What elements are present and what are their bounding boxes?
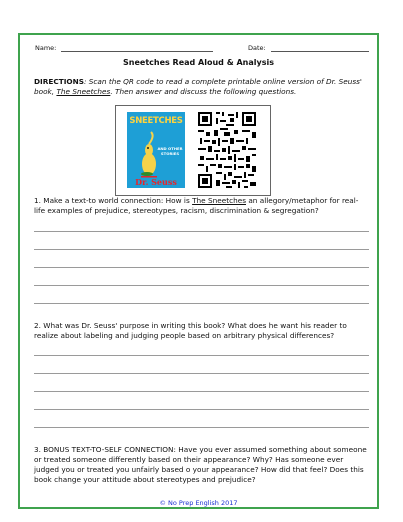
cover-author: Dr. Seuss	[135, 177, 177, 187]
book-cover-image	[127, 112, 185, 188]
directions-outro: . Then answer and discuss the following questions.	[110, 87, 297, 96]
directions-label: DIRECTIONS	[34, 77, 84, 86]
answer-line[interactable]	[34, 391, 369, 392]
question-2: 2. What was Dr. Seuss' purpose in writing this book? What does he want his reader to realize about labeling and judging people based on arbitrary physical differences?	[34, 321, 347, 340]
question-1-text-start: 1. Make a text-to world connection: How is	[34, 196, 193, 205]
answer-line[interactable]	[34, 303, 369, 304]
question-3: 3. BONUS TEXT-TO-SELF CONNECTION: Have you ever assumed something about someone or treated someone differently based on their appearance? Why? Has someone ever judged you or treated you unfairly based o your appearance? How did that feel? Does this book change your attitude about stereotypes and prejudice?	[34, 445, 367, 484]
directions-text	[34, 77, 369, 97]
answer-line[interactable]	[34, 427, 369, 428]
answer-line[interactable]	[34, 267, 369, 268]
answer-line[interactable]	[34, 231, 369, 232]
answer-line[interactable]	[34, 373, 369, 374]
name-field-line[interactable]	[61, 51, 213, 52]
date-field-line[interactable]	[271, 51, 369, 52]
name-label: Name:	[35, 44, 57, 52]
directions-intro: : Scan the QR code to read a complete printable online version of Dr. Seuss' book,	[34, 77, 362, 96]
question-1-book-title: The Sneetches	[192, 196, 246, 205]
answer-line[interactable]	[34, 249, 369, 250]
answer-line[interactable]	[34, 285, 369, 286]
cover-title: SNEETCHES	[129, 116, 183, 126]
answer-line[interactable]	[34, 355, 369, 356]
copyright-footer[interactable]: © No Prep English 2017	[159, 499, 238, 507]
page-title: Sneetches Read Aloud & Analysis	[123, 58, 274, 67]
book-qr-image	[115, 105, 271, 196]
question-1	[34, 196, 369, 216]
date-label: Date:	[248, 44, 266, 52]
question-1-text-end: an allegory/metaphor for real-life examples of prejudice, stereotypes, racism, discrimination & segregation?	[34, 196, 359, 215]
qr-code-icon[interactable]	[196, 110, 258, 190]
directions-book-title: The Sneetches	[56, 87, 111, 96]
answer-line[interactable]	[34, 409, 369, 410]
worksheet-page	[18, 33, 379, 509]
cover-subtitle: AND OTHER STORIES	[157, 146, 183, 156]
